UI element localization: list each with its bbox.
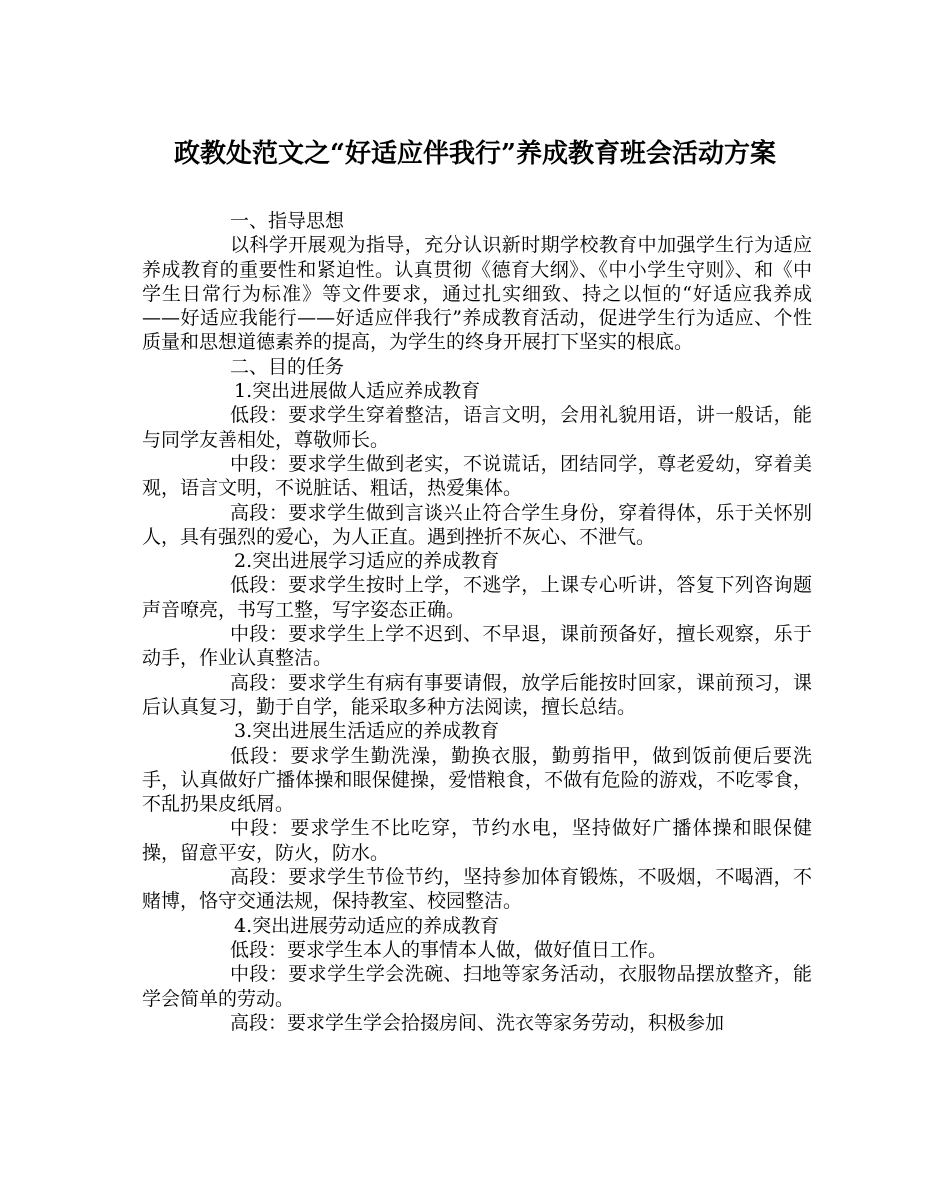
section-heading: 二、目的任务 xyxy=(230,355,345,378)
subsection-heading: 2.突出进展学习适应的养成教育 xyxy=(234,550,500,573)
document-title: 政教处范文之“好适应伴我行”养成教育班会活动方案 xyxy=(174,139,776,169)
paragraph: 低段：要求学生本人的事情本人做，做好值日工作。 xyxy=(230,938,668,961)
paragraph: 中段：要求学生学会洗碗、扫地等家务活动，衣服物品摆放整齐，能学会简单的劳动。 xyxy=(142,963,812,1010)
section-heading: 一、指导思想 xyxy=(230,210,345,232)
paragraph: 高段：要求学生有病有事要请假，放学后能按时回家，课前预习，课后认真复习，勤于自学，能采取多种方法阅读，擅长总结。 xyxy=(142,671,812,718)
paragraph: 中段：要求学生不比吃穿，节约水电，坚持做好广播体操和眼保健操，留意平安，防火，防水。 xyxy=(142,817,812,864)
subsection-heading: 4.突出进展劳动适应的养成教育 xyxy=(234,914,500,937)
paragraph: 低段：要求学生穿着整洁，语言文明，会用礼貌用语，讲一般话，能与同学友善相处，尊敬师长。 xyxy=(142,404,812,451)
paragraph: 中段：要求学生上学不迟到、不早退，课前预备好，擅长观察，乐于动手，作业认真整洁。 xyxy=(142,623,812,670)
paragraph: 高段：要求学生节俭节约，坚持参加体育锻炼，不吸烟，不喝酒，不赌博，恪守交通法规，保持教室、校园整洁。 xyxy=(142,866,812,913)
paragraph: 低段：要求学生按时上学，不逃学，上课专心听讲，答复下列咨询题声音嘹亮，书写工整，写字姿态正确。 xyxy=(142,574,812,621)
paragraph: 高段：要求学生学会拾掇房间、洗衣等家务劳动，积极参加 xyxy=(230,1011,725,1034)
paragraph: 中段：要求学生做到老实，不说谎话，团结同学，尊老爱幼，穿着美观，语言文明，不说脏话、粗话，热爱集体。 xyxy=(142,452,812,500)
paragraph: 以科学开展观为指导，充分认识新时期学校教育中加强学生行为适应养成教育的重要性和紧迫性。认真贯彻《德育大纲》、《中小学生守则》、和《中学生日常行为标准》等文件要求，通过扎实细致、持之以恒的“好适应我养成——好适应我能行——好适应伴我行”养成教育活动，促进学生行为适应、个性质量和思想道德素养的提高，为学生的终身开展打下坚实的根底。 xyxy=(142,234,812,354)
paragraph: 低段：要求学生勤洗澡，勤换衣服，勤剪指甲，做到饭前便后要洗手，认真做好广播体操和眼保健操，爱惜粮食，不做有危险的游戏，不吃零食，不乱扔果皮纸屑。 xyxy=(142,744,812,816)
paragraph: 高段：要求学生做到言谈兴止符合学生身份，穿着得体，乐于关怀别人，具有强烈的爱心，为人正直。遇到挫折不灰心、不泄气。 xyxy=(142,501,812,548)
document-body xyxy=(142,209,812,1035)
subsection-heading: 1.突出进展做人适应养成教育 xyxy=(234,380,481,403)
subsection-heading: 3.突出进展生活适应的养成教育 xyxy=(234,720,500,743)
